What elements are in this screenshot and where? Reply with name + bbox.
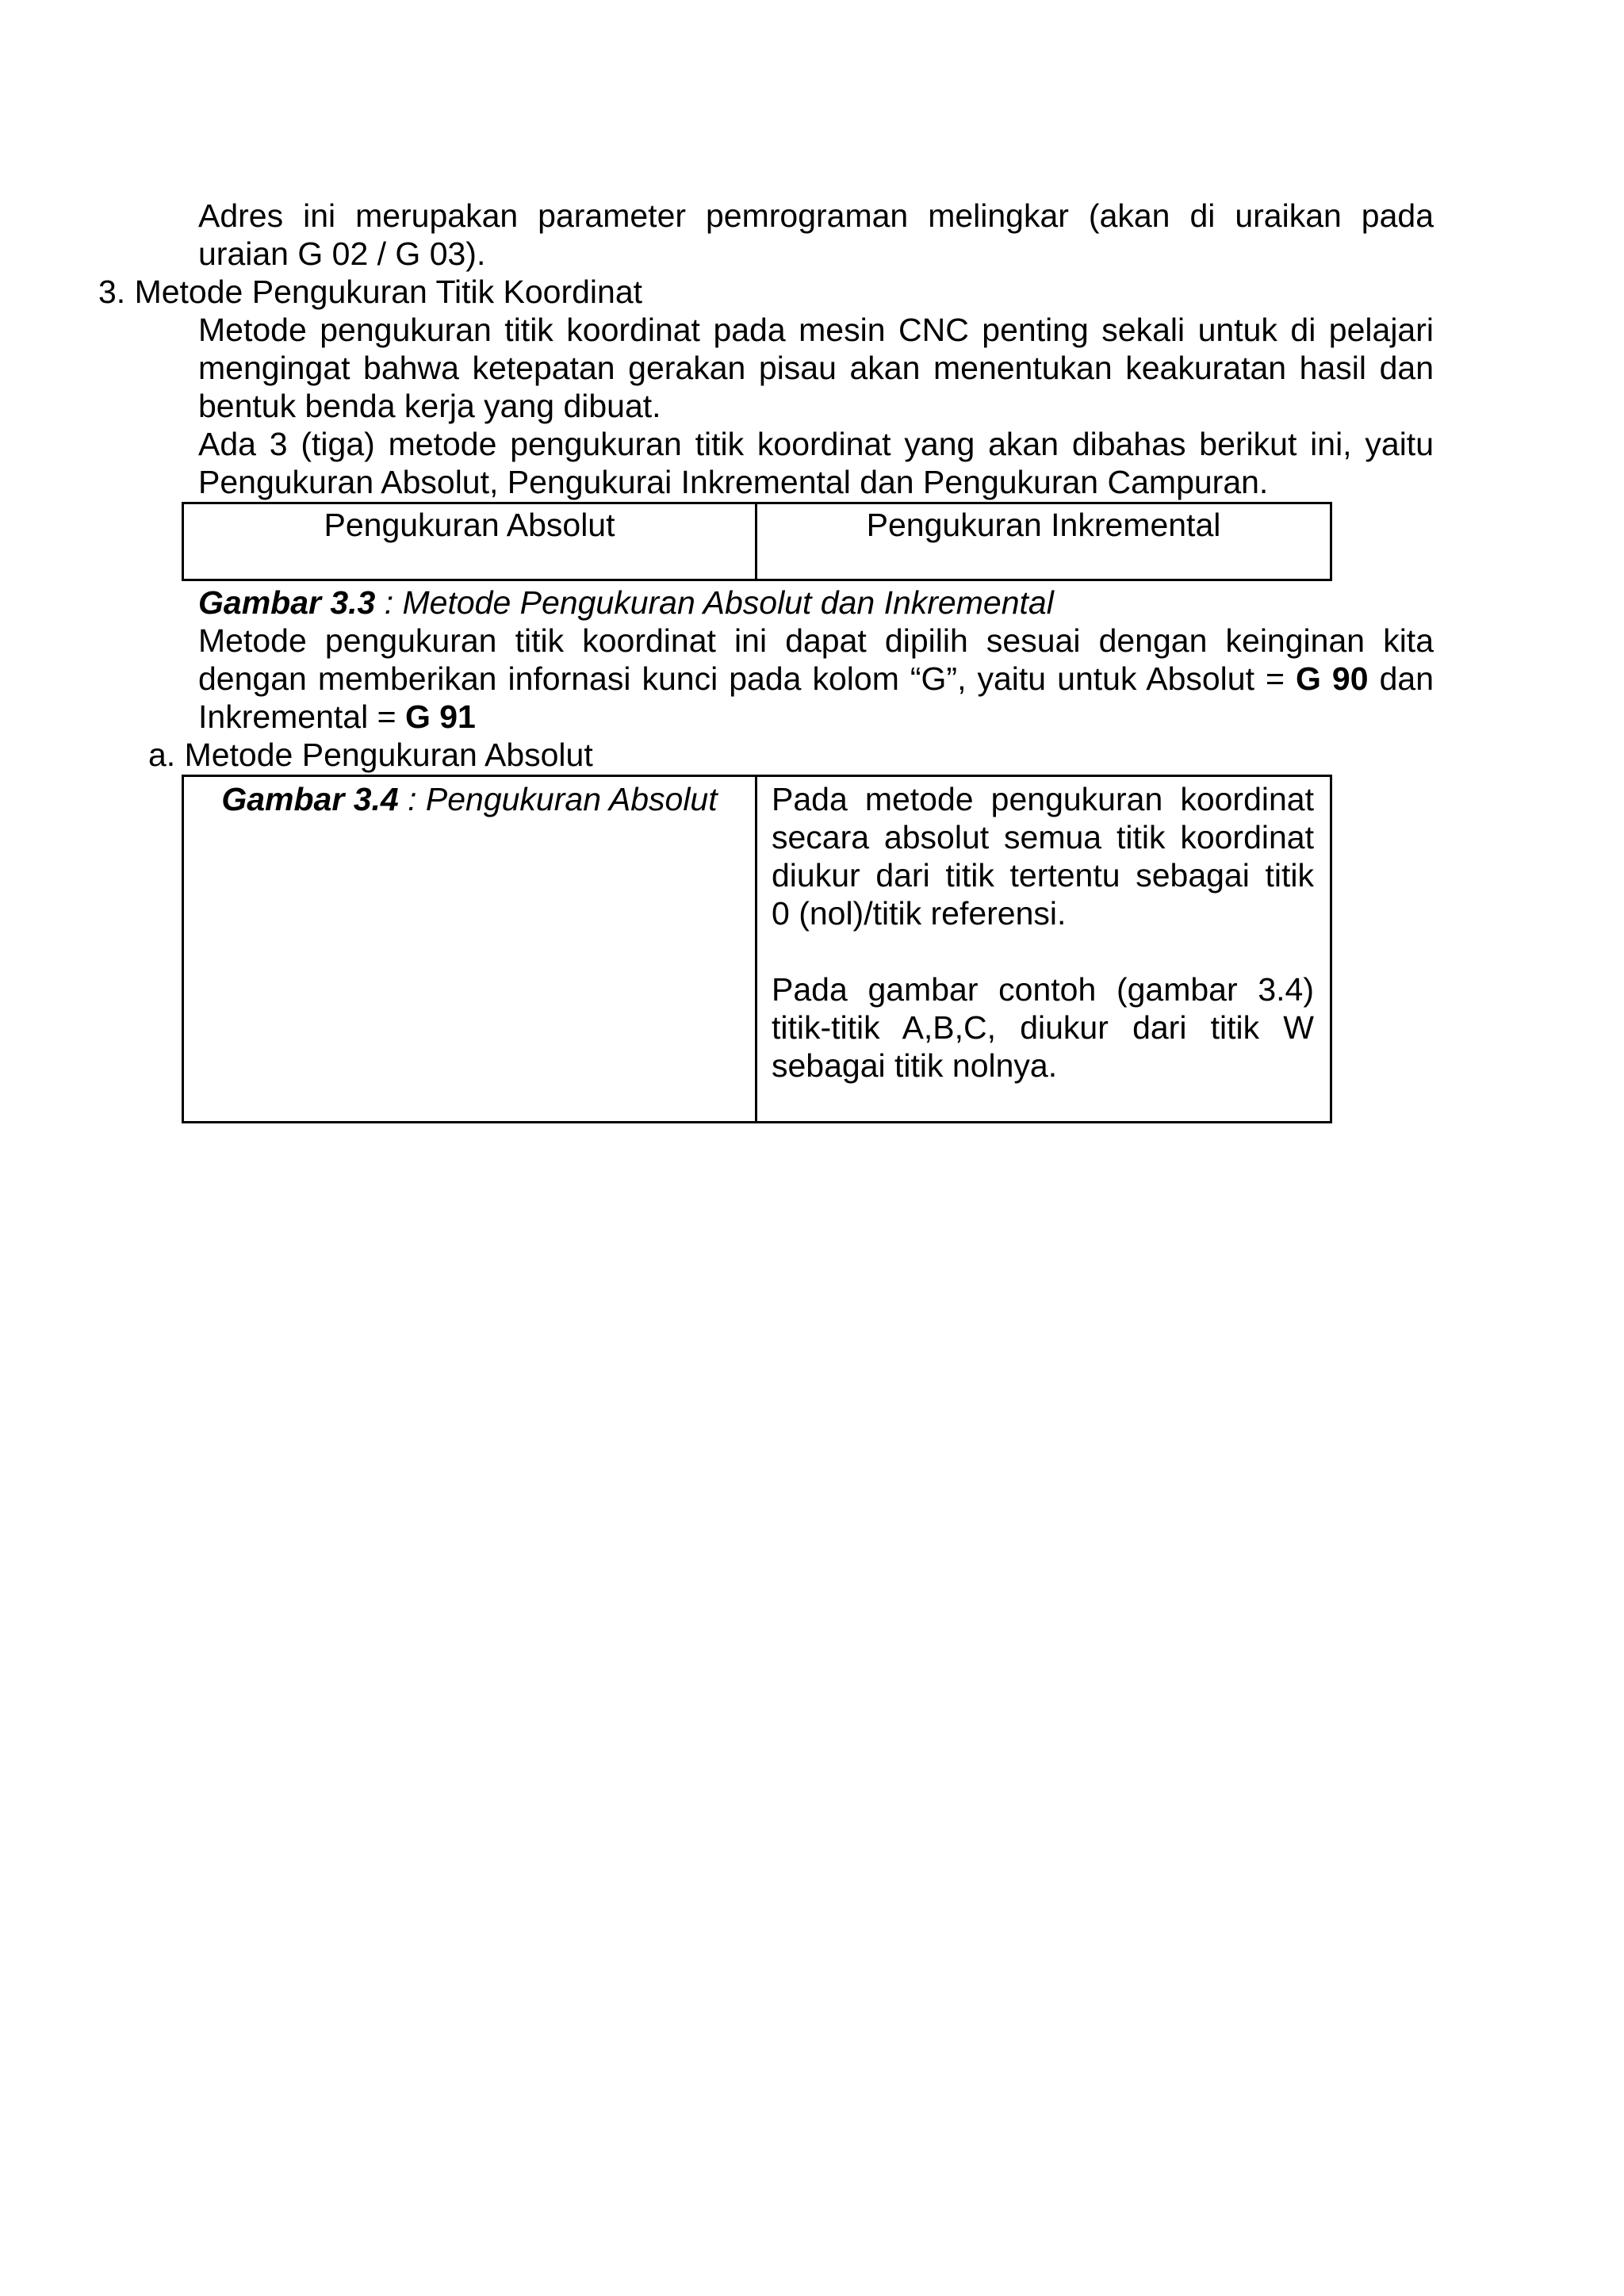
section-3-paragraph-1 — [198, 311, 1434, 425]
desc1-line-1: Pada metode pengukuran koordinat — [772, 781, 1314, 817]
figure-3-3-caption — [198, 584, 1054, 622]
figure-3-4-image-cell — [183, 776, 756, 1123]
after-figure-paragraph — [198, 622, 1434, 736]
p2-line-2: Pengukuran Absolut, Pengukurai Inkremental dan Pengukuran Campuran. — [198, 464, 1269, 500]
figure-3-3-absolute-label: Pengukuran Absolut — [324, 507, 615, 543]
p1-line-2: mengingat bahwa ketepatan gerakan pisau akan menentukan keakuratan hasil dan — [198, 350, 1434, 386]
figure-3-3-caption-text: : Metode Pengukuran Absolut dan Inkremental — [375, 584, 1054, 621]
after-line-2-end: dan — [1368, 660, 1434, 697]
intro-line-2: uraian G 02 / G 03). — [198, 235, 486, 272]
desc1-line-3: diukur dari titik tertentu sebagai titik — [772, 857, 1314, 894]
g91-code: G 91 — [404, 698, 476, 735]
p1-line-3: bentuk benda kerja yang dibuat. — [198, 388, 661, 424]
after-line-1: Metode pengukuran titik koordinat ini dapat dipilih sesuai dengan keinginan kita — [198, 622, 1434, 659]
figure-3-4-caption — [184, 777, 755, 818]
p2-line-1: Ada 3 (tiga) metode pengukuran titik koordinat yang akan dibahas berikut ini, yaitu — [198, 426, 1434, 462]
figure-3-4-table — [182, 775, 1332, 1123]
section-3-heading: 3. Metode Pengukuran Titik Koordinat — [98, 274, 643, 310]
intro-paragraph — [198, 197, 1434, 273]
figure-3-3-caption-label: Gambar 3.3 — [198, 584, 376, 621]
desc1-line-4: 0 (nol)/titik referensi. — [772, 895, 1067, 932]
intro-line-1: Adres ini merupakan parameter pemrograman melingkar (akan di uraikan pada — [198, 197, 1434, 234]
after-line-3 — [198, 698, 1434, 736]
after-line-3-text: Inkremental = — [198, 698, 405, 735]
p1-line-1: Metode pengukuran titik koordinat pada mesin CNC penting sekali untuk di pelajari — [198, 312, 1434, 348]
figure-3-3-incremental-cell — [756, 503, 1331, 580]
figure-3-4-caption-label: Gambar 3.4 — [221, 781, 399, 817]
desc2-line-1: Pada gambar contoh (gambar 3.4) — [772, 971, 1314, 1008]
after-line-2 — [198, 660, 1434, 698]
paragraph-gap — [772, 932, 1314, 970]
g90-code: G 90 — [1296, 660, 1369, 697]
subsection-a-heading: a. Metode Pengukuran Absolut — [148, 737, 593, 773]
figure-3-3-incremental-label: Pengukuran Inkremental — [866, 507, 1221, 543]
section-3-paragraph-2 — [198, 425, 1434, 501]
figure-3-3-table — [182, 502, 1332, 581]
desc1-line-2: secara absolut semua titik koordinat — [772, 819, 1314, 855]
after-line-2-text: dengan memberikan infornasi kunci pada kolom “G”, yaitu untuk Absolut = — [198, 660, 1296, 697]
desc2-line-3: sebagai titik nolnya. — [772, 1047, 1058, 1084]
figure-3-4-caption-text: : Pengukuran Absolut — [398, 781, 718, 817]
figure-3-4-description-cell — [756, 776, 1331, 1123]
figure-3-4-description — [757, 777, 1330, 1085]
desc2-line-2: titik-titik A,B,C, diukur dari titik W — [772, 1009, 1314, 1046]
figure-3-3-absolute-cell — [183, 503, 756, 580]
